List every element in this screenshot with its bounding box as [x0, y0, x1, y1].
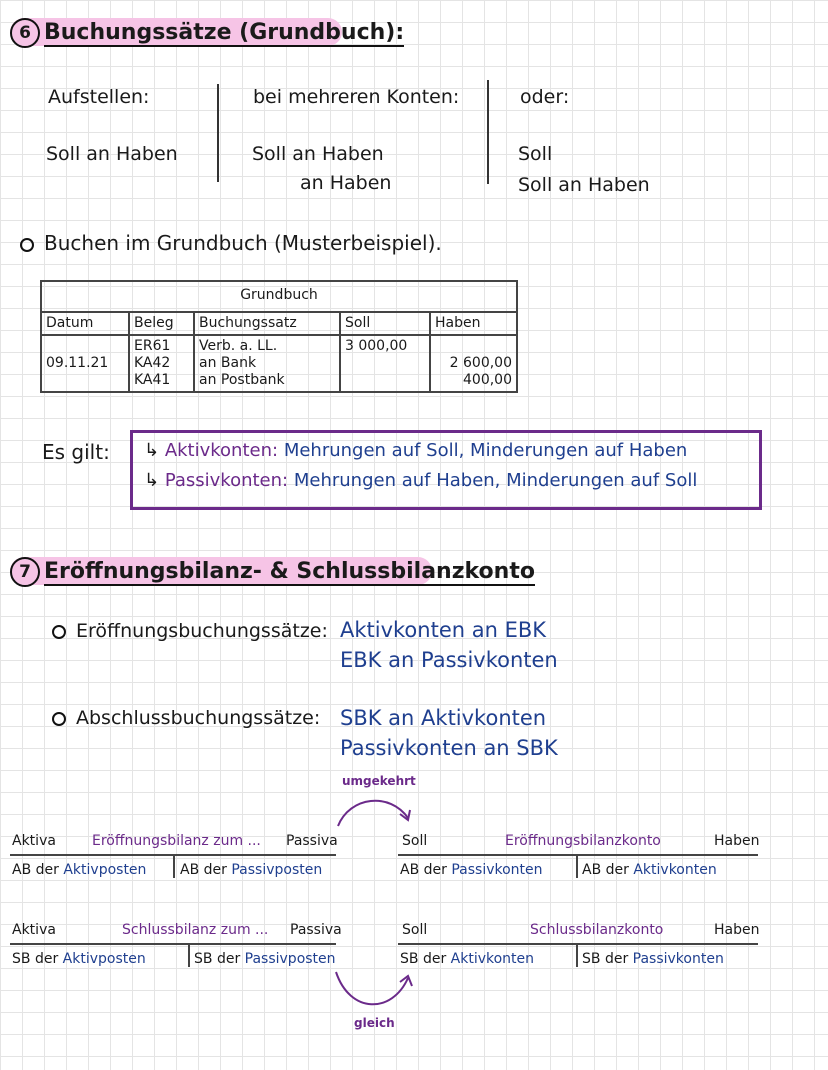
arrow-bottom-icon	[330, 968, 420, 1012]
sb-line	[10, 943, 336, 945]
eb-right-head: Passiva	[286, 833, 338, 849]
table-header: Soll	[340, 312, 430, 335]
sb-l-b: Aktivposten	[62, 951, 146, 967]
satz-entry: an Bank	[199, 355, 257, 371]
example-bullet-text: Buchen im Grundbuch (Musterbeispiel).	[44, 231, 442, 255]
bullet-icon	[52, 625, 66, 639]
satz-entry: an Postbank	[199, 372, 285, 388]
table-title: Grundbuch	[41, 281, 517, 312]
eroeffnung-label: Eröffnungsbuchungssätze:	[76, 620, 328, 642]
table-header-row	[41, 312, 517, 335]
cell-soll	[340, 335, 430, 392]
arrow-icon: ↳	[144, 440, 165, 461]
section-title: Eröffnungsbilanz- & Schlussbilanzkonto	[44, 559, 535, 584]
haben-amount: 2 600,00	[449, 355, 512, 371]
ebk-right-entry	[582, 862, 717, 878]
abschluss-bullet	[52, 707, 320, 729]
bullet-icon	[20, 238, 34, 252]
col2-line2: an Haben	[300, 172, 392, 194]
cell-haben	[430, 335, 517, 392]
col1-head: Aufstellen:	[48, 86, 150, 108]
eb-right-entry	[180, 862, 322, 878]
sbk-line	[398, 943, 758, 945]
abschluss-line-1: SBK an Aktivkonten	[340, 706, 547, 730]
sbk-divider	[576, 945, 578, 967]
sbk-r-b: Passivkonten	[632, 951, 724, 967]
ebk-line	[398, 854, 758, 856]
eb-r-a: AB der	[180, 862, 227, 878]
rule-label: Es gilt:	[42, 440, 110, 464]
rule-line-1-label: Aktivkonten:	[164, 440, 279, 461]
col3-line2: Soll an Haben	[518, 174, 650, 196]
sbk-right-head: Haben	[714, 922, 760, 938]
rule-line-2-text: Mehrungen auf Haben, Minderungen auf Soll	[293, 470, 698, 491]
eb-l-b: Aktivposten	[63, 862, 147, 878]
sb-title: Schlussbilanz zum ...	[122, 922, 269, 938]
sbk-l-b: Aktivkonten	[450, 951, 535, 967]
col1-line1: Soll an Haben	[46, 143, 178, 165]
eroeffnung-bullet	[52, 620, 328, 642]
beleg-entry: KA42	[134, 355, 171, 371]
sbk-l-a: SB der	[400, 951, 447, 967]
section-number: 7	[10, 557, 40, 587]
section-6-heading	[10, 18, 404, 48]
sbk-left-entry	[400, 951, 534, 967]
sbk-r-a: SB der	[582, 951, 629, 967]
eb-left-entry	[12, 862, 146, 878]
table-header: Datum	[41, 312, 129, 335]
arrow-top-icon	[330, 790, 420, 830]
eb-r-b: Passivposten	[231, 862, 323, 878]
eroeffnung-line-2: EBK an Passivkonten	[340, 648, 558, 672]
ebk-divider	[576, 856, 578, 878]
ebk-l-a: AB der	[400, 862, 447, 878]
grundbuch-table	[40, 280, 518, 393]
abschluss-line-2: Passivkonten an SBK	[340, 736, 558, 760]
rule-line-2-label: Passivkonten:	[164, 470, 289, 491]
beleg-entry: KA41	[134, 372, 171, 388]
eb-title: Eröffnungsbilanz zum ...	[92, 833, 261, 849]
section-title: Buchungssätze (Grundbuch):	[44, 20, 405, 45]
table-row	[41, 335, 517, 392]
sb-divider	[188, 945, 190, 967]
abschluss-label: Abschlussbuchungssätze:	[76, 707, 321, 729]
eb-l-a: AB der	[12, 862, 59, 878]
table-header: Buchungssatz	[194, 312, 340, 335]
sb-r-b: Passivposten	[244, 951, 336, 967]
soll-amount: 3 000,00	[345, 338, 408, 354]
cell-buchungssatz	[194, 335, 340, 392]
ebk-right-head: Haben	[714, 833, 760, 849]
satz-entry: Verb. a. LL.	[199, 338, 278, 354]
sb-left-head: Aktiva	[12, 922, 56, 938]
rule-line-2	[144, 470, 697, 491]
arrow-bottom-label: gleich	[354, 1016, 395, 1030]
rule-line-1	[144, 440, 687, 461]
example-bullet	[20, 231, 442, 255]
sb-right-head: Passiva	[290, 922, 342, 938]
col3-line1: Soll	[518, 143, 553, 165]
ebk-left-entry	[400, 862, 543, 878]
arrow-top-label: umgekehrt	[342, 774, 416, 788]
arrow-icon: ↳	[144, 470, 165, 491]
rule-line-1-text: Mehrungen auf Soll, Minderungen auf Haben	[283, 440, 688, 461]
bullet-icon	[52, 712, 66, 726]
eroeffnung-line-1: Aktivkonten an EBK	[340, 618, 547, 642]
col3-head: oder:	[520, 86, 570, 108]
ebk-r-a: AB der	[582, 862, 629, 878]
sbk-right-entry	[582, 951, 724, 967]
col2-line1: Soll an Haben	[252, 143, 384, 165]
sb-left-entry	[12, 951, 146, 967]
sb-right-entry	[194, 951, 336, 967]
sb-r-a: SB der	[194, 951, 241, 967]
section-7-heading	[10, 557, 535, 587]
beleg-entry: ER61	[134, 338, 171, 354]
eb-left-head: Aktiva	[12, 833, 56, 849]
sb-l-a: SB der	[12, 951, 59, 967]
cell-datum: 09.11.21	[41, 335, 129, 392]
section-number: 6	[10, 18, 40, 48]
table-header: Beleg	[129, 312, 194, 335]
cell-beleg	[129, 335, 194, 392]
column-divider	[487, 80, 489, 184]
ebk-title: Eröffnungsbilanzkonto	[505, 833, 661, 849]
eb-divider	[173, 856, 175, 878]
haben-amount: 400,00	[463, 372, 512, 388]
ebk-r-b: Aktivkonten	[633, 862, 717, 878]
sbk-left-head: Soll	[402, 922, 428, 938]
ebk-l-b: Passivkonten	[451, 862, 543, 878]
ebk-left-head: Soll	[402, 833, 428, 849]
sbk-title: Schlussbilanzkonto	[530, 922, 664, 938]
column-divider	[217, 84, 219, 182]
table-header: Haben	[430, 312, 517, 335]
col2-head: bei mehreren Konten:	[253, 86, 460, 108]
